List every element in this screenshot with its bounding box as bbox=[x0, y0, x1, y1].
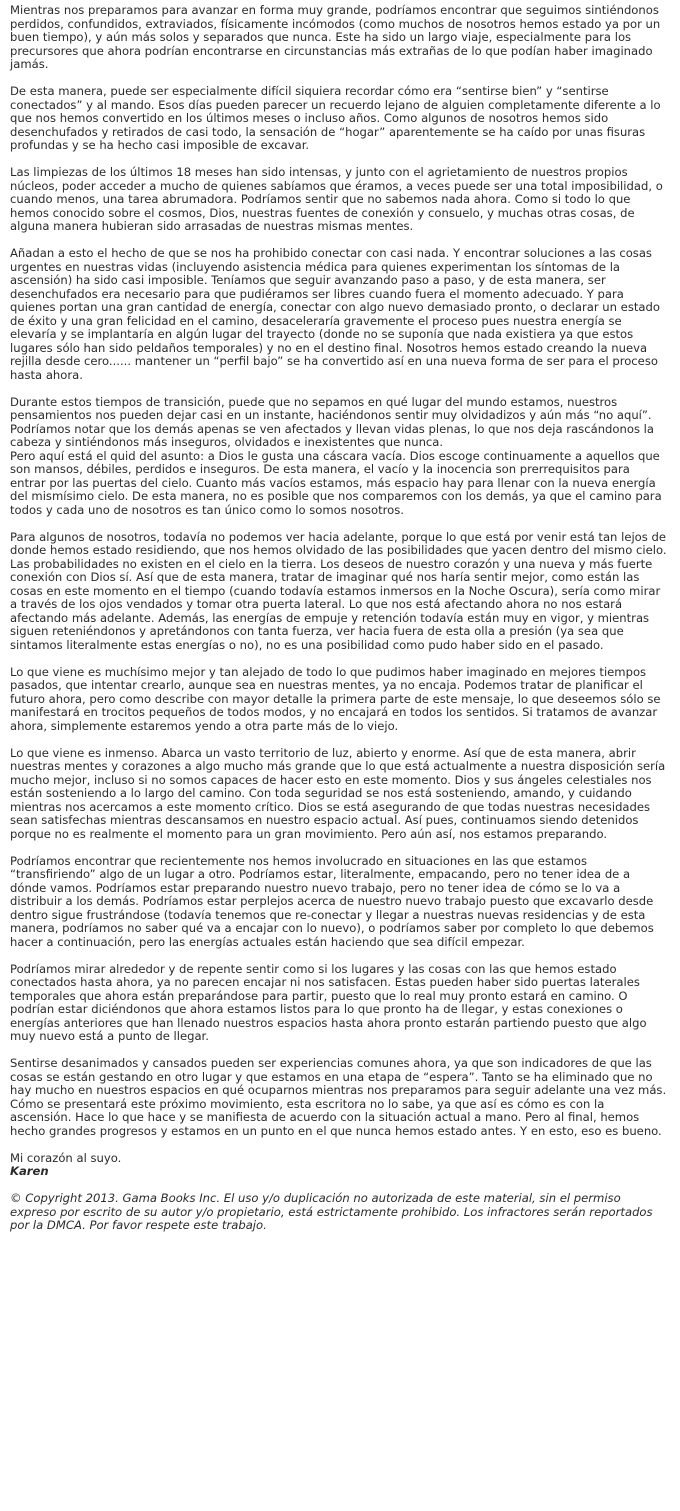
article-paragraph: Durante estos tiempos de transición, puede que no sepamos en qué lugar del mundo estamos, nuestros pensamientos nos pueden dejar casi en un instante, haciéndonos sentir muy olvidadizos y aún más “no aquí”. Podríamos notar que los demás apenas se ven afectados y llevan vidas plenas, lo que nos deja rascándonos la cabeza y sintiéndonos más inseguros, olvidados e inexistentes que nunca. bbox=[10, 394, 654, 449]
article-paragraph: Añadan a esto el hecho de que se nos ha prohibido conectar con casi nada. Y encontrar soluciones a las cosas urgentes en nuestras vidas (incluyendo asistencia médica para quienes experimentan los síntomas de la ascensión) ha sido casi imposible. Teníamos que seguir avanzando paso a paso, y de esta manera, ser desenchufados era necesario para que pudiéramos ser libres cuando fuera el momento adecuado. Y para quienes portan una gran cantidad de energía, conectar con algo nuevo demasiado pronto, o declarar un estado de éxito y una gran felicidad en el camino, desaceleraría gravemente el proceso pues nuestra energía se elevaría y se implantaría en algún lugar del trayecto (donde no se suponía que nada existiera ya que estos lugares sólo han sido peldaños temporales) y no en el destino final. Nosotros hemos estado creando la nueva rejilla desde cero...... mantener un “perfil bajo” se ha convertido así en una nueva forma de ser para el proceso hasta ahora. bbox=[10, 246, 660, 382]
article-paragraph: Para algunos de nosotros, todavía no podemos ver hacia adelante, porque lo que está por venir está tan lejos de donde hemos estado residiendo, que nos hemos olvidado de las posibilidades que yacen dentro del mismo cielo. Las probabilidades no existen en el cielo en la tierra. Los deseos de nuestro corazón y una nueva y más fuerte conexión con Dios sí. Así que de esta manera, tratar de imaginar qué nos haría sentir mejor, como están las cosas en este momento en el tiempo (cuando todavía estamos inmersos en la Noche Oscura), sería como mirar a través de los ojos vendados y tomar otra puerta lateral. Lo que nos está afectando ahora no nos estará afectando más adelante. Además, las energías de empuje y retención todavía están muy en vigor, y mientras siguen reteniéndonos y apretándonos con tanta fuerza, ver hacia fuera de esta olla a presión (ya sea que sintamos literalmente estas energías o no), no es una posibilidad como pudo haber sido en el pasado. bbox=[10, 529, 667, 652]
article-paragraph: Podríamos mirar alrededor y de repente sentir como si los lugares y las cosas con las que hemos estado conectados hasta ahora, ya no parecen encajar ni nos satisfacen. Estas pueden haber sido puertas laterales temporales que ahora están preparándose para partir, puesto que lo real muy pronto estará en camino. O podrían estar diciéndonos que ahora estamos listos para lo que pronto ha de llegar, y estas conexiones o energías anteriores que han llenado nuestros espacios hasta ahora pronto estarán partiendo puesto que algo muy nuevo está a punto de llegar. bbox=[10, 961, 647, 1043]
author-name: Karen bbox=[10, 1164, 49, 1178]
article-paragraph: Mientras nos preparamos para avanzar en forma muy grande, podríamos encontrar que seguimos sintiéndonos perdidos, confundidos, extraviados, físicamente incómodos (como muchos de nosotros hemos estado ya por un buen tiempo), y aún más solos y separados que nunca. Este ha sido un largo viaje, especialmente para los precursores que ahora podrían encontrarse en circunstancias más extrañas de lo que podían haber imaginado jamás. bbox=[10, 3, 661, 71]
copyright-notice: © Copyright 2013. Gama Books Inc. El uso y/o duplicación no autorizada de este material, sin el permiso expreso por escrito de su autor y/o propietario, está estrictamente prohibido. Los infractores serán reportados por la DMCA. Por favor respete este trabajo. bbox=[10, 1191, 653, 1232]
article-paragraph: Podríamos encontrar que recientemente nos hemos involucrado en situaciones en las que estamos “transfiriendo” algo de un lugar a otro. Podríamos estar, literalmente, empacando, pero no tener idea de a dónde vamos. Podríamos estar preparando nuestro nuevo trabajo, pero no tener idea de cómo se lo va a distribuir a los demás. Podríamos estar perplejos acerca de nuestro nuevo trabajo puesto que excavarlo desde dentro sigue frustrándose (todavía tenemos que re-conectar y llegar a nuestras nuevas residencias y de esta manera, podríamos no saber qué va a encajar con lo nuevo), o podríamos saber por completo lo que debemos hacer a continuación, pero las energías actuales están haciendo que sea difícil empezar. bbox=[10, 853, 654, 949]
closing-line: Mi corazón al suyo. bbox=[10, 1150, 122, 1165]
signature-block bbox=[10, 1152, 668, 1179]
article-paragraph: Sentirse desanimados y cansados pueden ser experiencias comunes ahora, ya que son indicadores de que las cosas se están gestando en otro lugar y que estamos en una etapa de “espera”. Tanto se ha eliminado que no hay mucho en nuestros espacios en qué ocuparnos mientras nos preparamos para seguir adelante una vez más. Cómo se presentará este próximo movimiento, esta escritora no lo sabe, ya que así es cómo es con la ascensión. Hace lo que hace y se manifiesta de acuerdo con la situación actual a mano. Pero al final, hemos hecho grandes progresos y estamos en un punto en el que nunca hemos estado antes. Y en esto, eso es bueno. bbox=[10, 1056, 667, 1138]
article-body bbox=[10, 4, 668, 1233]
article-paragraph: De esta manera, puede ser especialmente difícil siquiera recordar cómo era “sentirse bien” y “sentirse conectados” y al mando. Esos días pueden parecer un recuerdo lejano de alguien completamente diferente a lo que nos hemos convertido en los últimos meses o incluso años. Como algunos de nosotros hemos sido desenchufados y retirados de casi todo, la sensación de “hogar” aparentemente se ha caído por unas fisuras profundas y se ha hecho casi imposible de excavar. bbox=[10, 84, 661, 152]
article-paragraph: Lo que viene es muchísimo mejor y tan alejado de todo lo que pudimos haber imaginado en mejores tiempos pasados, que intentar crearlo, aunque sea en nuestras mentes, ya no encaja. Podemos tratar de planificar el futuro ahora, pero como describe con mayor detalle la primera parte de este mensaje, lo que deseemos sólo se manifestará en trocitos pequeños de todos modos, y no encajará en todos los sentidos. Si tratamos de avanzar ahora, simplemente estaremos yendo a otra parte más de lo viejo. bbox=[10, 664, 661, 733]
article-paragraph: Las limpiezas de los últimos 18 meses han sido intensas, y junto con el agrietamiento de nuestros propios núcleos, poder acceder a mucho de quienes sabíamos que éramos, a veces puede ser una total imposibilidad, o cuando menos, una tarea abrumadora. Podríamos sentir que no sabemos nada ahora. Como si todo lo que hemos conocido sobre el cosmos, Dios, nuestras fuentes de conexión y consuelo, y muchas otras cosas, de alguna manera hubieran sido arrasadas de nuestras mismas mentes. bbox=[10, 165, 663, 233]
article-paragraph: Lo que viene es inmenso. Abarca un vasto territorio de luz, abierto y enorme. Así que de esta manera, abrir nuestras mentes y corazones a algo mucho más grande que lo que está actualmente a nuestra disposición sería mucho mejor, incluso si no somos capaces de hacer esto en este momento. Dios y sus ángeles celestiales nos están sosteniendo a lo largo del camino. Con toda seguridad se nos está sosteniendo, amando, y cuidando mientras nos acercamos a este momento crítico. Dios se está asegurando de que todas nuestras necesidades sean satisfechas mientras descansamos en nuestro espacio actual. Así pues, continuamos siendo detenidos porque no es realmente el momento para un gran movimiento. Pero aún así, nos estamos preparando. bbox=[10, 745, 666, 841]
article-paragraph: Pero aquí está el quid del asunto: a Dios le gusta una cáscara vacía. Dios escoge continuamente a aquellos que son mansos, débiles, perdidos e inseguros. De esta manera, el vacío y la inocencia son prerrequisitos para entrar por las puertas del cielo. Cuanto más vacíos estamos, más espacio hay para llenar con la nueva energía del mismísimo cielo. De esta manera, no es posible que nos comparemos con los demás, ya que el camino para todos y cada uno de nosotros es tan único como lo somos nosotros. bbox=[10, 448, 662, 517]
